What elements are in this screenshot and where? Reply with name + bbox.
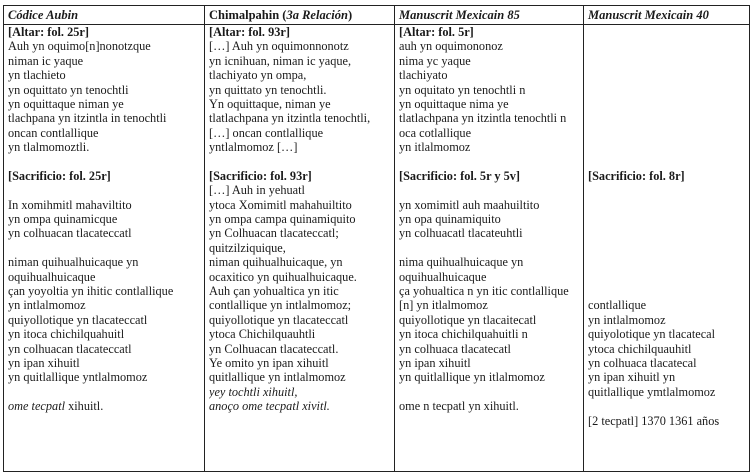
text-line: quiyolotique yn tlacatecal [588, 327, 716, 342]
text-line: auh yn oquimononoz [399, 39, 503, 54]
section-heading: [Sacrificio: fol. 8r] [588, 168, 685, 183]
header-codice-aubin [4, 6, 205, 25]
section-heading: [Sacrificio: fol. 5r y 5v] [399, 168, 520, 183]
text-line: oca cotlallique [399, 125, 472, 140]
text-line: yn tlalmomoztli. [8, 140, 90, 155]
text-line: yn oquitato yn tenochtli n [399, 82, 526, 97]
text-line [399, 241, 583, 255]
text-line [588, 399, 749, 413]
text-line: yn itoca chichilquahuitl [8, 327, 125, 342]
text-line: Auh çan yohualtica yn itic [209, 284, 339, 299]
body-row [4, 25, 750, 472]
text-line: oquihualhuicaque [399, 269, 487, 284]
text-line: yn Colhuacan tlacateccatl; [209, 226, 339, 241]
text-line: niman quihualhuicaque yn [8, 255, 139, 270]
text-line: yn ipan xihuitl [8, 355, 80, 370]
text-line: Yn oquittaque, niman ye [209, 96, 331, 111]
text-line: Ye omito yn ipan xihuitl [209, 355, 329, 370]
text-line: yn oquittato yn tenochtli [8, 82, 129, 97]
text-line: […] oncan contlallique [209, 125, 324, 140]
text-line: [n] yn itlalmomoz [399, 298, 488, 313]
header-manuscrit-85 [395, 6, 584, 25]
text-line [588, 97, 749, 111]
text-line: ytoca Xomimitl mahahuiltito [209, 197, 352, 212]
text-line: yn oquittaque niman ye [8, 96, 124, 111]
text-line [588, 68, 749, 82]
text-line [588, 83, 749, 97]
header-close: ) [347, 7, 353, 22]
text-line: ça yohualtica n yn itic contlallique [399, 284, 569, 299]
section-heading: [Altar: fol. 5r] [399, 25, 474, 39]
header-title: Manuscrit Mexicain 85 [399, 7, 520, 22]
text-line [8, 241, 204, 255]
text-line: ocaxitico yn quihualhuicaque. [209, 269, 357, 284]
text-line [399, 183, 583, 197]
text-line [588, 255, 749, 269]
text-line: ytoca chichilquauhitl [588, 341, 692, 356]
section-heading: [Sacrificio: fol. 25r] [8, 168, 111, 183]
text-line: oquihualhuicaque [8, 269, 96, 284]
text-line [209, 155, 394, 169]
section-heading: [Altar: fol. 25r] [8, 25, 89, 39]
text-line: yn tlachieto [8, 68, 66, 83]
text-line: çan yoyoltia yn ihitic contlallique [8, 284, 174, 299]
text-line: quiyollotique yn tlacateccatl [8, 312, 148, 327]
text-line [399, 385, 583, 399]
text-line: oncan contlallique [8, 125, 99, 140]
header-subtitle: 3a Relación [286, 7, 348, 22]
text-line: yn colhuacan tlacateccatl [8, 226, 132, 241]
text-line: yn colhuacatl tlacateuhtli [399, 226, 523, 241]
text-line [588, 183, 749, 197]
text-line: yn Colhuacan tlacateccatl. [209, 341, 339, 356]
text-line: yn oquittaque nima ye [399, 96, 509, 111]
transcription-table [3, 5, 750, 472]
header-title: Códice Aubin [8, 7, 79, 22]
column-chimalpahin [205, 25, 395, 472]
column-manuscrit-40 [584, 25, 750, 472]
text-line: anoço ome tecpatl xivitl. [209, 399, 330, 414]
text-line: yn quittato yn tenochtli. [209, 82, 327, 97]
text-line: tlatlachpana yn itzintla tenochtli, [209, 111, 371, 126]
section-heading: [Altar: fol. 93r] [209, 25, 290, 39]
text-line: yn icnihuan, niman ic yaque, [209, 53, 352, 68]
text-line: yn ompa campa quinamiquito [209, 212, 356, 227]
text-line: tlachpana yn itzintla in tenochtli [8, 111, 167, 126]
text-line: nima quihualhuicaque yn [399, 255, 524, 270]
text-line: tlachiyato yn ompa, [209, 68, 307, 83]
column-manuscrit-85 [395, 25, 584, 472]
text-line: yn xomimitl auh maahuiltito [399, 197, 540, 212]
text-line [588, 155, 749, 169]
text-line: ytoca Chichilquauhtli [209, 327, 316, 342]
text-line [588, 39, 749, 53]
text-line: ome n tecpatl yn xihuitl. [399, 399, 519, 414]
text-line: yn quitlallique yn itlalmomoz [399, 370, 545, 385]
text-line: yn ipan xihuitl yn [588, 370, 676, 385]
text-line: yn opa quinamiquito [399, 212, 501, 227]
text-line [588, 226, 749, 240]
text-line: yn itoca chichilquahuitli n [399, 327, 528, 342]
text-line: yn colhuaca tlacatecal [588, 355, 697, 370]
text-line: quiyollotique yn tlacateccatl [209, 312, 349, 327]
text-line: yn colhuacan tlacateccatl [8, 341, 132, 356]
text-line: niman quihualhuicaque, yn [209, 255, 343, 270]
section-heading: [Sacrificio: fol. 93r] [209, 168, 312, 183]
text-line: yn ipan xihuitl [399, 355, 471, 370]
text-line: nima yc yaque [399, 53, 471, 68]
text-line: tlatlachpana yn itzintla tenochtli n [399, 111, 567, 126]
text-line: yn quitlallique yntlalmomoz [8, 370, 148, 385]
text-line: contlallique yn intlalmomoz; [209, 298, 352, 313]
header-title: Chimalpahin ( [209, 7, 287, 22]
header-title: Manuscrit Mexicain 40 [588, 7, 709, 22]
text-line: niman ic yaque [8, 53, 84, 68]
text-line [588, 198, 749, 212]
text-line [8, 385, 204, 399]
text-line: […] Auh in yehuatl [209, 183, 305, 198]
text-line [8, 155, 204, 169]
text-line: quitlallique ymtlalmomoz [588, 384, 716, 399]
text-line: In xomihmitl mahaviltito [8, 197, 132, 212]
text-line [588, 212, 749, 226]
text-line: contlallique [588, 298, 647, 313]
text-line: yn itlalmomoz [399, 140, 471, 155]
text-line [588, 111, 749, 125]
text-line: tlachiyato [399, 68, 448, 83]
text-line: Auh yn oquimo[n]nonotzque [8, 39, 151, 54]
text-line: yn intlalmomoz [8, 298, 86, 313]
text-line: quiyollotique yn tlacaitecatl [399, 312, 537, 327]
text-line [588, 126, 749, 140]
text-line: ome tecpatl xihuitl. [8, 399, 104, 414]
text-line: yntlalmomoz […] [209, 140, 298, 155]
text-line [588, 25, 749, 39]
text-line [588, 241, 749, 255]
text-line: quitlallique yn intlalmomoz [209, 370, 346, 385]
header-manuscrit-40 [584, 6, 750, 25]
text-line: quitzilziquique, [209, 240, 286, 255]
text-line: yey tochtli xihuitl, [209, 384, 298, 399]
text-line: [2 tecpatl] 1370 1361 años [588, 413, 720, 428]
text-line: yn ompa quinamicque [8, 212, 118, 227]
header-row [4, 6, 750, 25]
text-line: yn colhuaca tlacatecatl [399, 341, 511, 356]
text-line [588, 270, 749, 284]
text-line [588, 284, 749, 298]
header-chimalpahin [205, 6, 395, 25]
text-line [399, 155, 583, 169]
text-line [588, 54, 749, 68]
text-line [8, 183, 204, 197]
text-line [588, 140, 749, 154]
text-line: […] Auh yn oquimonnonotz [209, 39, 349, 54]
text-line: yn intlalmomoz [588, 312, 666, 327]
column-codice-aubin [4, 25, 205, 472]
